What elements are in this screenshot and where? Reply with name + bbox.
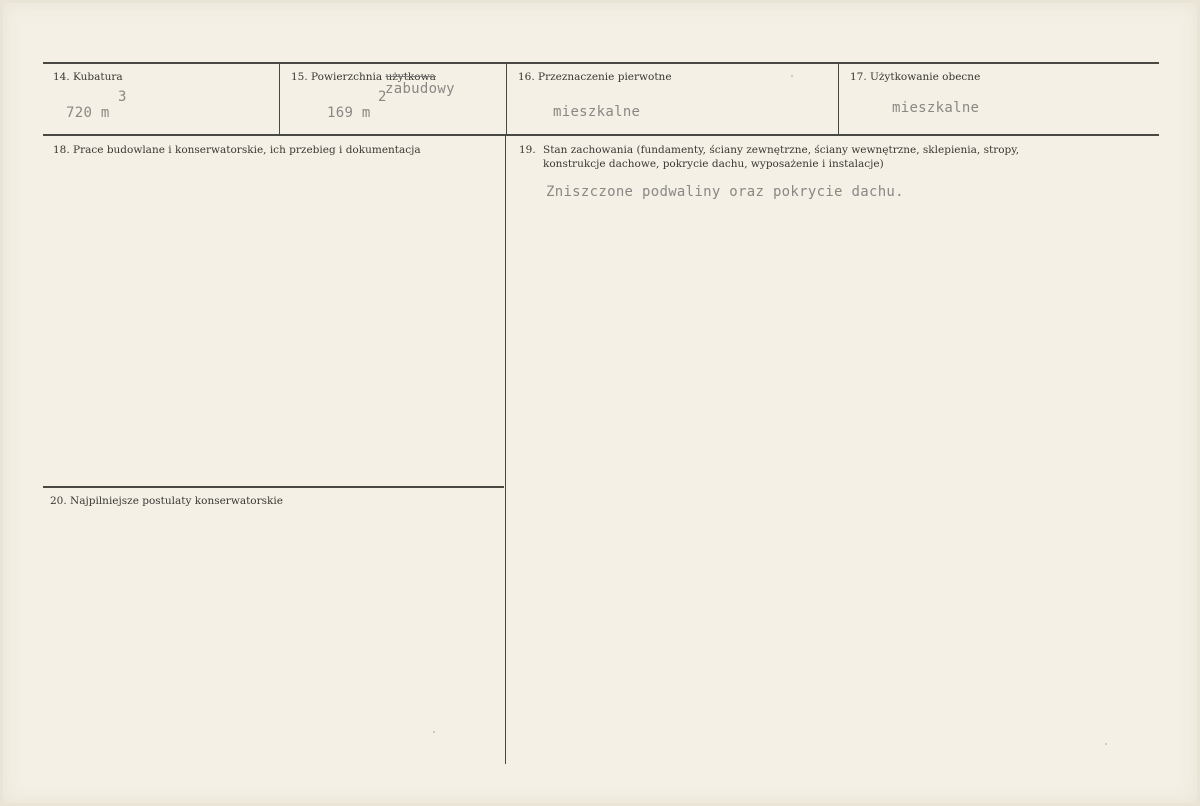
main-column-divider (505, 134, 506, 764)
divider-16-17 (838, 62, 839, 135)
field-19-label-line1: Stan zachowania (fundamenty, ściany zewnętrzne, ściany wewnętrzne, sklepienia, stropy, (543, 144, 1020, 156)
top-rule (43, 62, 1159, 64)
field-15-value: 169 m (327, 105, 371, 121)
field-14-superscript: 3 (118, 89, 127, 105)
field-17-label: 17. Użytkowanie obecne (850, 71, 981, 83)
field-16-value: mieszkalne (553, 104, 641, 120)
divider-15-16 (506, 62, 507, 135)
field-19-value: Zniszczone podwaliny oraz pokrycie dachu. (546, 184, 904, 200)
field-15-label-prefix: 15. Powierzchnia (291, 71, 386, 83)
section18-bottom-rule (43, 486, 504, 488)
field-15-label-struck: użytkowa (385, 71, 436, 83)
field-18-label: 18. Prace budowlane i konserwatorskie, ich przebieg i dokumentacja (53, 144, 421, 156)
field-19-label-line2: konstrukcje dachowe, pokrycie dachu, wyposażenie i instalacje) (543, 158, 884, 170)
field-16-label: 16. Przeznaczenie pierwotne (518, 71, 672, 83)
paper-speck (791, 75, 793, 77)
divider-14-15 (279, 62, 280, 135)
field-19-number: 19. (519, 144, 536, 156)
field-14-value: 720 m (66, 105, 110, 121)
field-14-label: 14. Kubatura (53, 71, 123, 83)
field-15-superscript: 2 (378, 89, 387, 105)
paper-speck (433, 731, 435, 733)
paper-speck (1105, 743, 1107, 745)
field-20-label: 20. Najpilniejsze postulaty konserwatorskie (50, 495, 283, 507)
row1-bottom-rule (43, 134, 1159, 136)
field-15-correction: zabudowy (385, 81, 455, 97)
field-17-value: mieszkalne (892, 100, 980, 116)
